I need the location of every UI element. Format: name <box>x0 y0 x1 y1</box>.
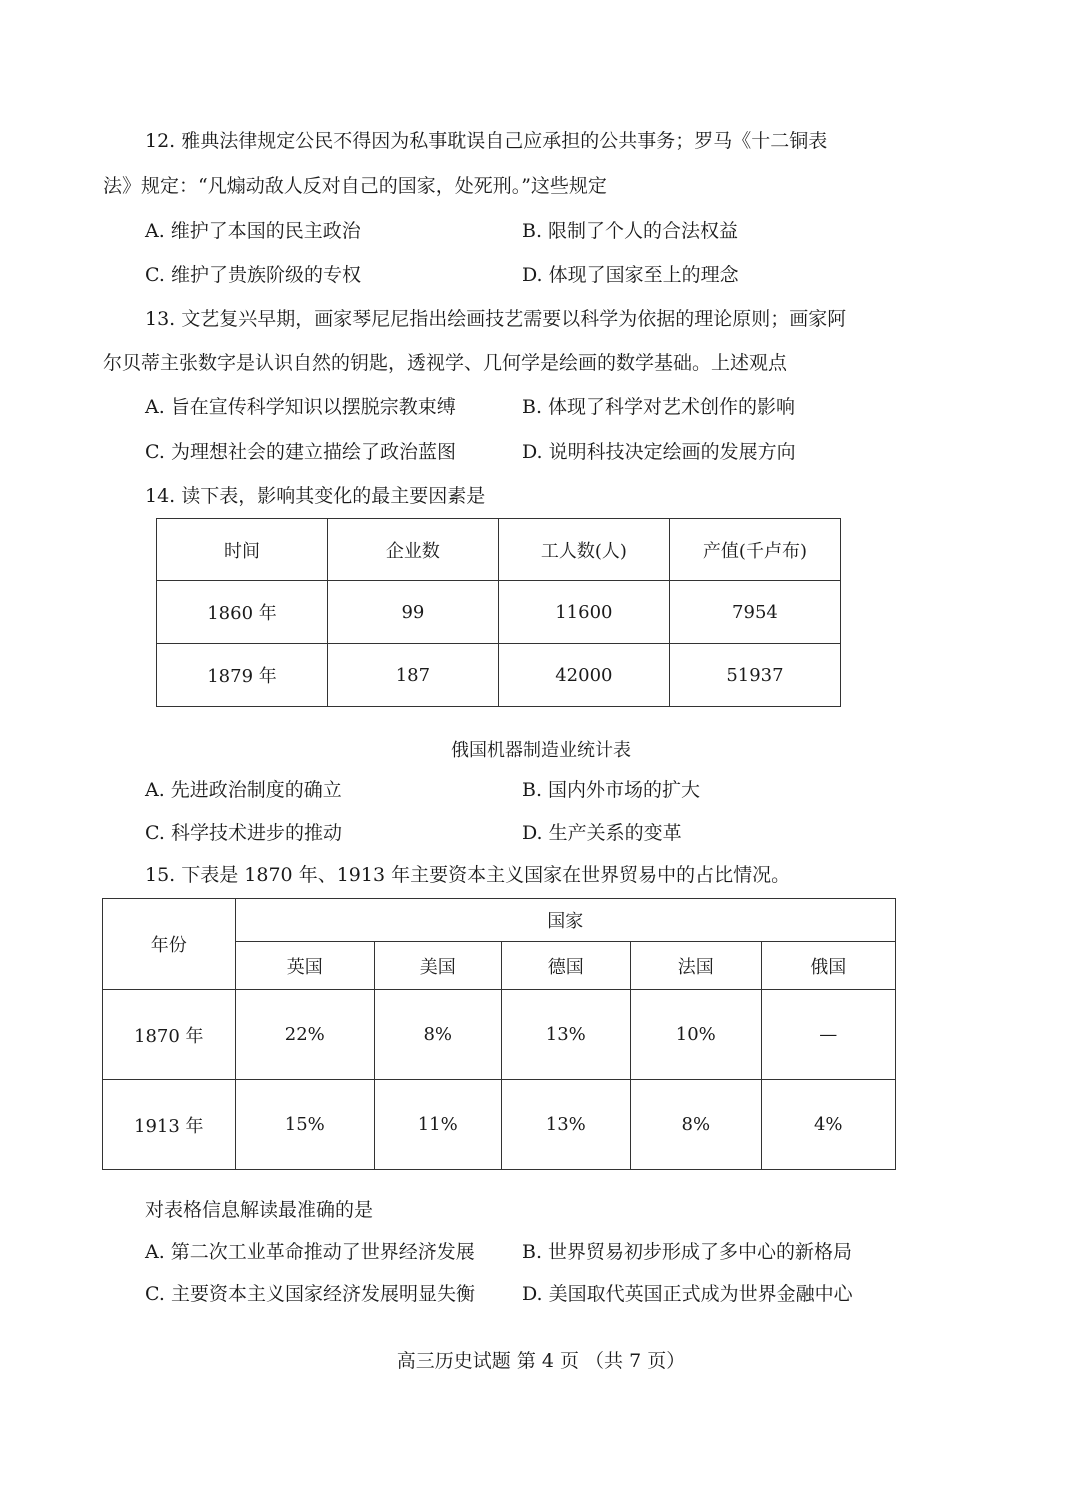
q12-option-c[interactable]: C. 维护了贵族阶级的专权 <box>145 264 361 286</box>
q14-table-caption: 俄国机器制造业统计表 <box>451 740 631 761</box>
q14-option-a[interactable]: A. 先进政治制度的确立 <box>145 779 342 801</box>
q15-stem: 15. 下表是 1870 年、1913 年主要资本主义国家在世界贸易中的占比情况。 <box>145 864 791 886</box>
q15-value-cell: 11% <box>374 1080 501 1170</box>
q12-option-d[interactable]: D. 体现了国家至上的理念 <box>522 264 739 286</box>
q15-option-b[interactable]: B. 世界贸易初步形成了多中心的新格局 <box>522 1241 853 1263</box>
q15-option-c[interactable]: C. 主要资本主义国家经济发展明显失衡 <box>145 1283 475 1305</box>
q14-header-cell: 企业数 <box>327 519 498 581</box>
q14-header-cell: 工人数(人) <box>498 519 669 581</box>
q15-prompt: 对表格信息解读最准确的是 <box>145 1199 374 1221</box>
q14-cell: 187 <box>327 644 498 707</box>
q15-value-cell: 13% <box>501 990 631 1080</box>
q14-cell: 11600 <box>498 581 669 644</box>
q15-value-cell: 22% <box>235 990 374 1080</box>
q13-option-c[interactable]: C. 为理想社会的建立描绘了政治蓝图 <box>145 441 456 463</box>
q14-option-b[interactable]: B. 国内外市场的扩大 <box>522 779 701 801</box>
q14-table <box>156 518 841 707</box>
q14-cell: 7954 <box>669 581 840 644</box>
q12-option-a[interactable]: A. 维护了本国的民主政治 <box>145 220 361 242</box>
q15-value-cell: 15% <box>235 1080 374 1170</box>
q15-value-cell: 4% <box>761 1080 895 1170</box>
q15-country-header: 美国 <box>374 942 501 990</box>
table-row <box>103 1080 896 1170</box>
q14-cell: 51937 <box>669 644 840 707</box>
q15-country-header: 法国 <box>631 942 762 990</box>
q12-stem-line2: 法》规定：“凡煽动敌人反对自己的国家，处死刑。”这些规定 <box>103 175 607 197</box>
q15-country-header: 俄国 <box>761 942 895 990</box>
q14-cell: 42000 <box>498 644 669 707</box>
q15-value-cell: — <box>761 990 895 1080</box>
q13-option-b[interactable]: B. 体现了科学对艺术创作的影响 <box>522 396 796 418</box>
q14-cell: 99 <box>327 581 498 644</box>
q15-year-cell: 1913 年 <box>103 1080 236 1170</box>
q12-option-b[interactable]: B. 限制了个人的合法权益 <box>522 220 739 242</box>
q15-value-cell: 10% <box>631 990 762 1080</box>
q15-option-d[interactable]: D. 美国取代英国正式成为世界金融中心 <box>522 1283 853 1305</box>
q15-country-header: 德国 <box>501 942 631 990</box>
table-row <box>157 644 841 707</box>
table-row <box>103 990 896 1080</box>
q14-cell: 1879 年 <box>157 644 328 707</box>
q13-stem-line1: 13. 文艺复兴早期，画家琴尼尼指出绘画技艺需要以科学为依据的理论原则；画家阿 <box>145 308 847 330</box>
q14-option-d[interactable]: D. 生产关系的变革 <box>522 822 682 844</box>
q15-value-cell: 13% <box>501 1080 631 1170</box>
q15-value-cell: 8% <box>374 990 501 1080</box>
q15-table <box>102 898 896 1170</box>
table-row <box>157 581 841 644</box>
page-footer: 高三历史试题 第 4 页 （共 7 页） <box>396 1350 686 1372</box>
q14-cell: 1860 年 <box>157 581 328 644</box>
q15-year-header: 年份 <box>103 899 236 990</box>
q12-stem-line1: 12. 雅典法律规定公民不得因为私事耽误自己应承担的公共事务；罗马《十二铜表 <box>145 130 828 152</box>
q14-header-cell: 时间 <box>157 519 328 581</box>
q15-country-group-header: 国家 <box>235 899 895 942</box>
q15-year-cell: 1870 年 <box>103 990 236 1080</box>
q15-value-cell: 8% <box>631 1080 762 1170</box>
q15-table-header-row <box>103 899 896 942</box>
q14-stem: 14. 读下表，影响其变化的最主要因素是 <box>145 485 486 507</box>
q14-option-c[interactable]: C. 科学技术进步的推动 <box>145 822 342 844</box>
q13-option-a[interactable]: A. 旨在宣传科学知识以摆脱宗教束缚 <box>145 396 456 418</box>
q13-option-d[interactable]: D. 说明科技决定绘画的发展方向 <box>522 441 796 463</box>
q14-table-header-row <box>157 519 841 581</box>
q13-stem-line2: 尔贝蒂主张数字是认识自然的钥匙，透视学、几何学是绘画的数学基础。上述观点 <box>103 352 788 374</box>
q14-header-cell: 产值(千卢布) <box>669 519 840 581</box>
q15-option-a[interactable]: A. 第二次工业革命推动了世界经济发展 <box>145 1241 475 1263</box>
q15-country-header: 英国 <box>235 942 374 990</box>
